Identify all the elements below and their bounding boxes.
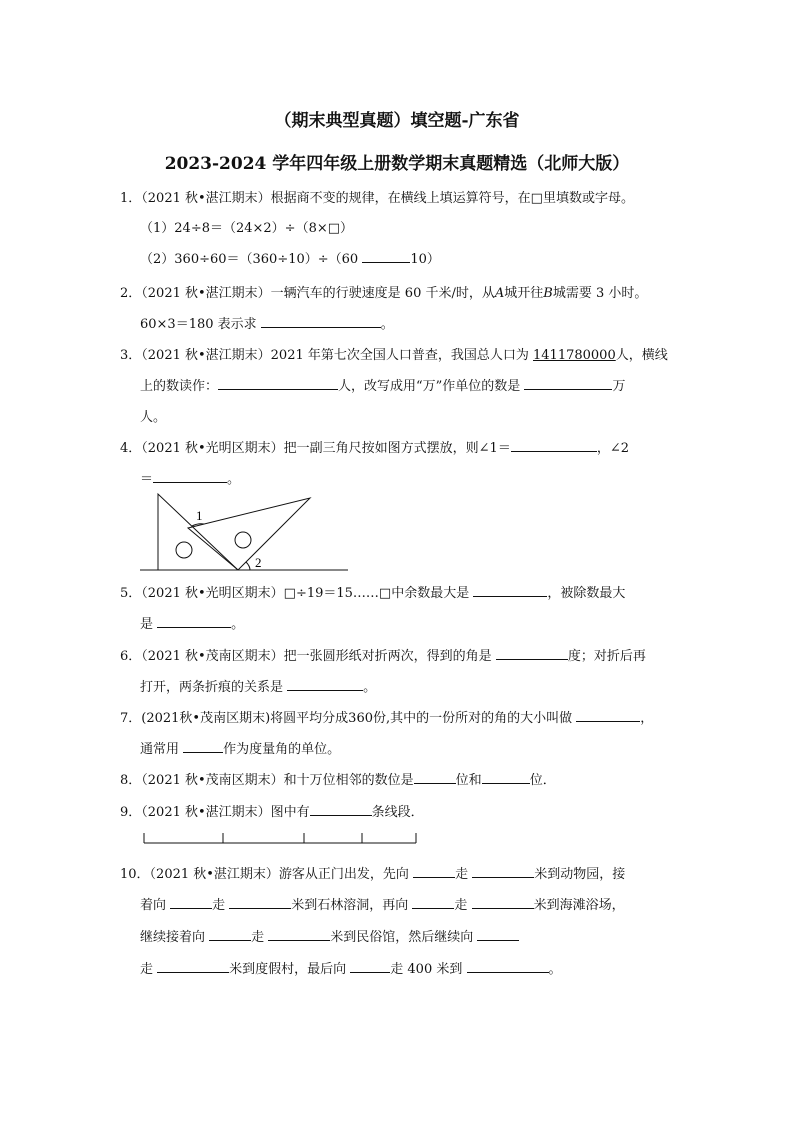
answer-blank[interactable] <box>362 250 410 263</box>
question-number: 2． <box>120 286 142 301</box>
question-4 <box>120 437 629 456</box>
question-10-line-4 <box>140 958 562 977</box>
question-text: 。 <box>548 962 562 977</box>
question-5 <box>120 582 625 601</box>
question-text: ，∠2 <box>596 441 630 456</box>
question-number: 4． <box>120 441 142 456</box>
question-text: ， <box>640 711 654 726</box>
population-number: 1411780000 <box>533 348 616 363</box>
question-text: 城需要 3 小时。 <box>552 286 648 301</box>
question-number: 1． <box>120 191 142 206</box>
question-1 <box>120 187 634 206</box>
answer-blank[interactable] <box>413 865 455 878</box>
variable-b: B <box>543 286 553 301</box>
answer-blank[interactable] <box>218 377 338 390</box>
question-text: 。 <box>380 317 394 332</box>
ruler-hole-right <box>235 532 251 548</box>
question-text: 。 <box>363 680 377 695</box>
question-4-line-2 <box>140 468 240 487</box>
question-text: 位和 <box>455 773 482 788</box>
answer-blank[interactable] <box>229 896 291 909</box>
question-text: （2021 秋•光明区期末）把一副三角尺按如图方式摆放，则∠1＝ <box>141 441 511 456</box>
question-text: 继续接着向 <box>140 930 210 945</box>
question-number: 8． <box>120 773 142 788</box>
answer-blank[interactable] <box>472 865 534 878</box>
question-text: 。 <box>227 472 241 487</box>
question-10-line-3 <box>140 926 519 945</box>
question-8 <box>120 769 556 788</box>
question-text: 人，横线 <box>615 348 668 363</box>
question-text: （2021 秋•茂南区期末）和十万位相邻的数位是 <box>141 773 414 788</box>
question-2-line-2 <box>140 313 394 332</box>
answer-blank[interactable] <box>261 315 381 328</box>
question-text: 打开，两条折痕的关系是 <box>140 680 288 695</box>
answer-blank[interactable] <box>472 896 534 909</box>
question-text: 。 <box>231 617 245 632</box>
question-text: 米到海滩浴场， <box>533 898 625 913</box>
question-number: 10． <box>120 867 150 882</box>
variable-a: A <box>494 286 505 301</box>
question-text: 位． <box>529 773 556 788</box>
answer-blank[interactable] <box>268 928 330 941</box>
title-line-2: 2023-2024 学年四年级上册数学期末真题精选（北师大版） <box>164 154 630 174</box>
answer-blank[interactable] <box>170 896 212 909</box>
question-text: 上的数读作： <box>140 379 219 394</box>
question-text: 通常用 <box>140 742 184 757</box>
question-text: （2021 秋•光明区期末）□÷19＝15……□中余数最大是 <box>141 586 474 601</box>
answer-blank[interactable] <box>209 928 251 941</box>
question-text: 城开往 <box>504 286 544 301</box>
answer-blank[interactable] <box>467 960 549 973</box>
question-text: 走 <box>140 962 158 977</box>
question-3-line-2 <box>140 375 625 394</box>
triangle-rulers-figure <box>140 490 350 572</box>
answer-blank[interactable] <box>157 960 229 973</box>
question-text: 走 <box>212 898 230 913</box>
q1-sub-2-text: （2）360÷60＝（360÷10）÷（60 <box>140 252 363 267</box>
question-5-line-2 <box>140 613 244 632</box>
question-number: 3． <box>120 348 142 363</box>
question-text: ，被除数最大 <box>547 586 626 601</box>
q1-sub-2 <box>140 248 440 267</box>
question-10-line-2 <box>140 894 625 913</box>
question-text: 着向 <box>140 898 171 913</box>
question-text: 度；对折后再 <box>567 649 646 664</box>
answer-blank[interactable] <box>412 896 454 909</box>
question-text: 米到动物园，接 <box>534 867 626 882</box>
triangle-ruler-left <box>158 494 238 570</box>
line-segment-figure <box>140 829 420 847</box>
answer-blank[interactable] <box>482 771 530 784</box>
question-text: （2021 秋•湛江期末）2021 年第七次全国人口普查，我国总人口为 <box>141 348 534 363</box>
angle-2-arc <box>246 562 250 570</box>
question-text: 是 <box>140 617 158 632</box>
q1-sub-2-text-end: 10） <box>410 252 440 267</box>
title-line-1: （期末典型真题）填空题-广东省 <box>274 111 520 131</box>
angle-2-label: 2 <box>255 555 262 570</box>
question-number: 7． <box>120 711 142 726</box>
answer-blank[interactable] <box>157 615 231 628</box>
question-3 <box>120 344 668 363</box>
question-text: 米到度假村，最后向 <box>229 962 351 977</box>
question-text: 作为度量角的单位。 <box>223 742 341 757</box>
question-text: （2021 秋•湛江期末）游客从正门出发，先向 <box>149 867 414 882</box>
question-text: (2021秋•茂南区期末)将圆平均分成360份,其中的一份所对的角的大小叫做 <box>141 711 577 726</box>
question-text: 走 <box>455 867 473 882</box>
question-text: 走 <box>251 930 269 945</box>
question-9 <box>120 801 424 820</box>
question-text: 人，改写成用“万”作单位的数是 <box>338 379 525 394</box>
angle-1-label: 1 <box>196 508 203 523</box>
question-text: （2021 秋•茂南区期末）把一张圆形纸对折两次，得到的角是 <box>141 649 496 664</box>
question-7 <box>120 707 653 726</box>
question-text: （2021 秋•湛江期末）根据商不变的规律，在横线上填运算符号，在□里填数或字母。 <box>141 191 634 206</box>
question-text: 走 <box>454 898 472 913</box>
answer-blank[interactable] <box>350 960 390 973</box>
answer-blank[interactable] <box>310 803 372 816</box>
answer-blank[interactable] <box>153 470 227 483</box>
question-text: 条线段． <box>371 805 424 820</box>
question-6-line-2 <box>140 676 376 695</box>
question-number: 6． <box>120 649 142 664</box>
answer-blank[interactable] <box>524 377 612 390</box>
question-number: 5． <box>120 586 142 601</box>
question-text: 万 <box>612 379 626 394</box>
answer-blank[interactable] <box>287 678 363 691</box>
answer-blank[interactable] <box>511 439 597 452</box>
question-10 <box>120 863 625 882</box>
question-3-line-3: 人。 <box>140 410 167 425</box>
question-6 <box>120 645 646 664</box>
question-number: 9． <box>120 805 142 820</box>
answer-blank[interactable] <box>496 647 568 660</box>
answer-blank[interactable] <box>414 771 456 784</box>
answer-blank[interactable] <box>473 584 547 597</box>
answer-blank[interactable] <box>576 709 640 722</box>
question-7-line-2 <box>140 738 340 757</box>
question-text: （2021 秋•湛江期末）图中有 <box>141 805 310 820</box>
question-text: 走 400 米到 <box>390 962 467 977</box>
question-text: 米到民俗馆，然后继续向 <box>330 930 478 945</box>
question-text: 米到石林溶洞，再向 <box>291 898 413 913</box>
answer-blank[interactable] <box>183 740 223 753</box>
answer-blank[interactable] <box>477 928 519 941</box>
question-text: 60×3＝180 表示求 <box>140 317 261 332</box>
q1-sub-1: （1）24÷8＝（24×2）÷（8×□） <box>140 221 354 236</box>
ruler-hole-left <box>176 542 192 558</box>
question-text: ＝ <box>140 472 154 487</box>
question-2 <box>120 282 647 301</box>
question-text: （2021 秋•湛江期末）一辆汽车的行驶速度是 60 千米/时，从 <box>141 286 495 301</box>
